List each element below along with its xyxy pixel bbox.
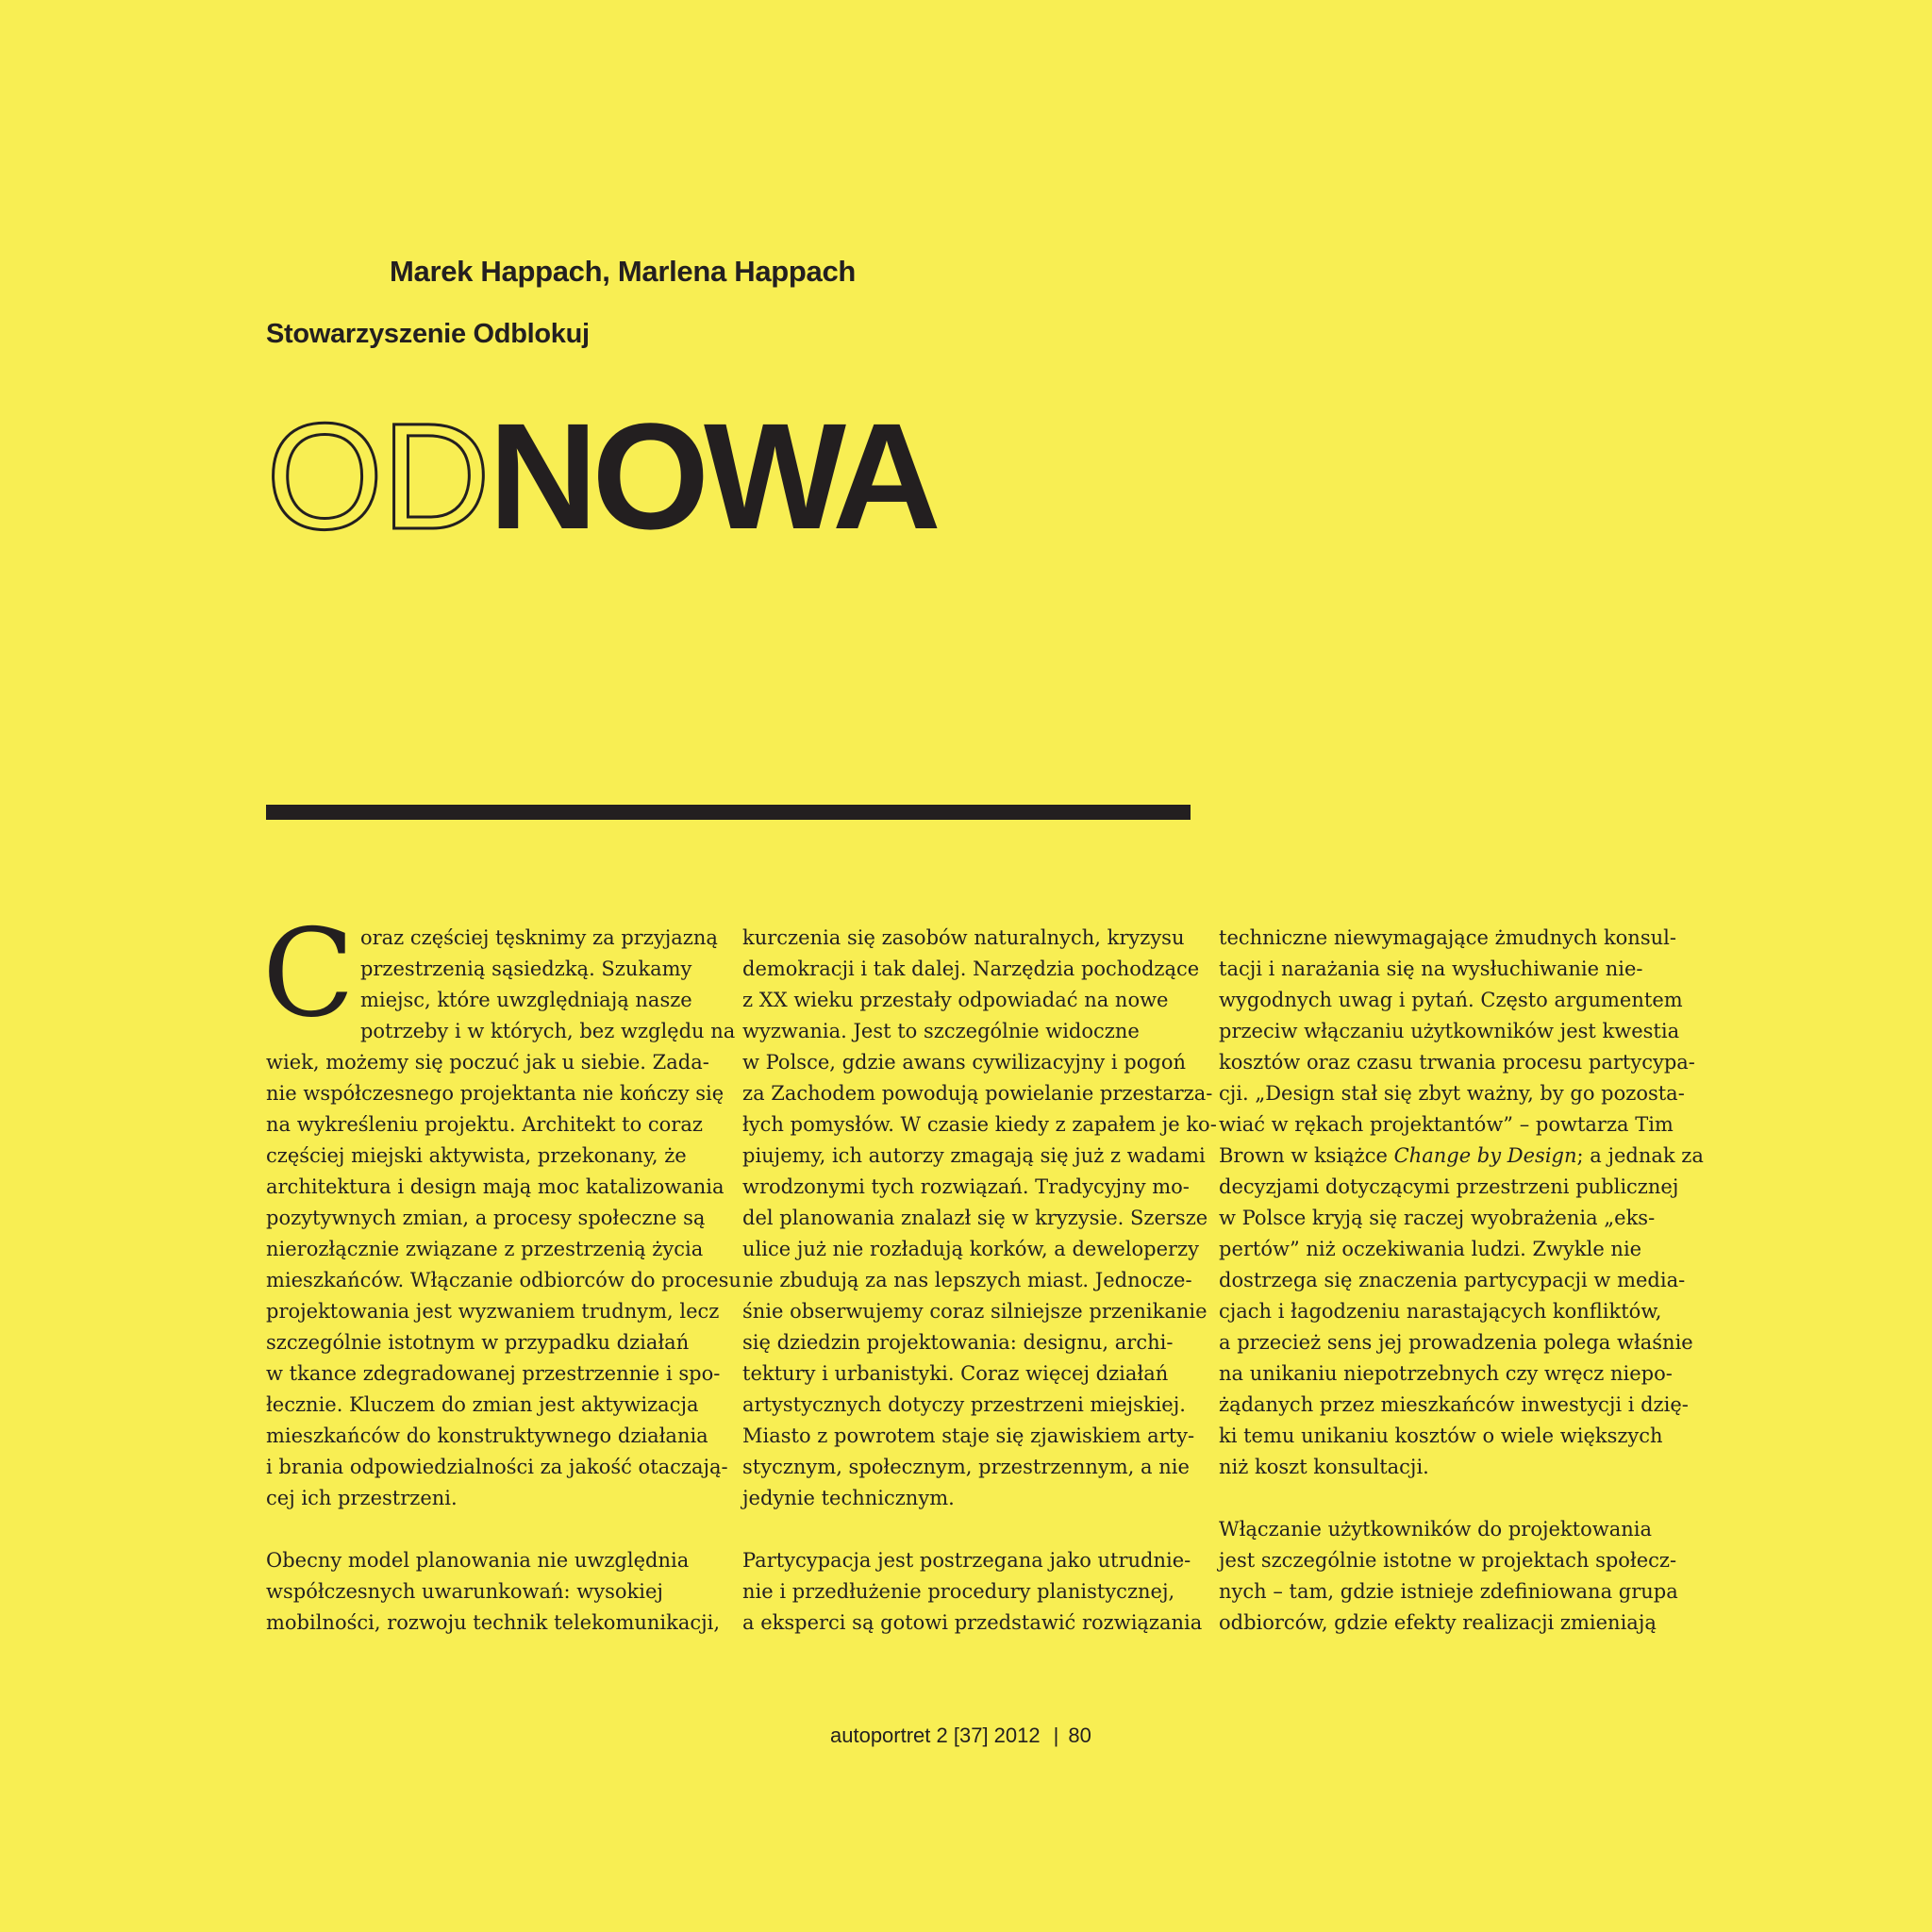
divider-rule (266, 805, 1191, 820)
text-line: łecznie. Kluczem do zmian jest aktywizacja (266, 1393, 699, 1416)
paragraph-lines (1219, 1514, 1681, 1639)
text-line: stycznym, społecznym, przestrzennym, a nie (742, 1456, 1190, 1478)
text-line: ulice już nie rozładują korków, a deweloperzy (742, 1238, 1199, 1260)
paragraph (1219, 1514, 1681, 1639)
text-line: łych pomysłów. W czasie kiedy z zapałem je ko- (742, 1113, 1217, 1136)
text-line: szczególnie istotnym w przypadku działań (266, 1331, 690, 1354)
text-line: nie zbudują za nas lepszych miast. Jednocze- (742, 1269, 1192, 1291)
text-line: jest szczególnie istotne w projektach społecz- (1219, 1549, 1677, 1572)
text-line: na wykreśleniu projektu. Architekt to coraz (266, 1113, 703, 1136)
organization: Stowarzyszenie Odblokuj (266, 319, 590, 349)
text-line: wygodnych uwag i pytań. Często argumentem (1219, 989, 1683, 1011)
text-line: w Polsce, gdzie awans cywilizacyjny i pogoń (742, 1051, 1186, 1074)
text-line: a przecież sens jej prowadzenia polega właśnie (1219, 1331, 1693, 1354)
text-line: mieszkańców. Włączanie odbiorców do procesu (266, 1269, 741, 1291)
paragraph-lines (1219, 923, 1704, 1483)
text-line: mieszkańców do konstruktywnego działania (266, 1424, 708, 1447)
text-line: artystycznych dotyczy przestrzeni miejskiej. (742, 1393, 1186, 1416)
text-line: dostrzega się znaczenia partycypacji w media- (1219, 1269, 1686, 1291)
text-line: tektury i urbanistyki. Coraz więcej działań (742, 1362, 1169, 1385)
text-line: śnie obserwujemy coraz silniejsze przenikanie (742, 1300, 1208, 1323)
text-line: wyzwania. Jest to szczególnie widoczne (742, 1020, 1140, 1042)
text-line: odbiorców, gdzie efekty realizacji zmieniają (1219, 1611, 1657, 1634)
text-line: tacji i narażania się na wysłuchiwanie nie- (1219, 958, 1643, 980)
paragraph (1219, 923, 1704, 1483)
paragraph (266, 1545, 728, 1639)
text-line: ki temu unikaniu kosztów o wiele większych (1219, 1424, 1663, 1447)
title-light: OD (266, 391, 489, 560)
text-line: żądanych przez mieszkańców inwestycji i dzię- (1219, 1393, 1689, 1416)
text-line: kosztów oraz czasu trwania procesu partycypa- (1219, 1051, 1695, 1074)
text-line: Obecny model planowania nie uwzględnia (266, 1549, 690, 1572)
text-line: projektowania jest wyzwaniem trudnym, lecz (266, 1300, 720, 1323)
text-line: Partycypacja jest postrzegana jako utrudnie- (742, 1549, 1191, 1572)
text-line: i brania odpowiedzialności za jakość otaczają- (266, 1456, 728, 1478)
text-line: w Polsce kryją się raczej wyobrażenia „eks- (1219, 1207, 1656, 1229)
folio-separator: | (1053, 1724, 1059, 1747)
text-line: nych – tam, gdzie istnieje zdefiniowana grupa (1219, 1580, 1678, 1603)
text-line: decyzjami dotyczącymi przestrzeni publicznej (1219, 1175, 1679, 1198)
text-line: mobilności, rozwoju technik telekomunikacji, (266, 1611, 721, 1634)
text-line: przestrzenią sąsiedzką. Szukamy (359, 958, 692, 980)
paragraph (742, 1545, 1205, 1639)
text-line: demokracji i tak dalej. Narzędzia pochodzące (742, 958, 1200, 980)
title-bold: NOWA (489, 391, 936, 560)
footer-folio (830, 1724, 1091, 1748)
text-line: pertów” niż oczekiwania ludzi. Zwykle nie (1219, 1238, 1642, 1260)
paragraph-lines (742, 923, 1217, 1514)
text-line: wiek, możemy się poczuć jak u siebie. Zada- (266, 1051, 709, 1074)
paragraph-lines (742, 1545, 1205, 1639)
text-line: na unikaniu niepotrzebnych czy wręcz niepo- (1219, 1362, 1673, 1385)
text-line: nie i przedłużenie procedury planistycznej, (742, 1580, 1175, 1603)
text-line: przeciw włączaniu użytkowników jest kwestia (1219, 1020, 1680, 1042)
text-line: częściej miejski aktywista, przekonany, że (266, 1144, 687, 1167)
publication-info: autoportret 2 [37] 2012 (830, 1724, 1041, 1747)
text-line: a eksperci są gotowi przedstawić rozwiązania (742, 1611, 1203, 1634)
text-line: Miasto z powrotem staje się zjawiskiem arty- (742, 1424, 1195, 1447)
authors: Marek Happach, Marlena Happach (390, 255, 857, 288)
text-line: cji. „Design stał się zbyt ważny, by go pozosta- (1219, 1082, 1685, 1105)
article-column-3 (1219, 923, 1704, 1670)
drop-cap: C (262, 904, 355, 1044)
paragraph-lines (266, 1545, 728, 1639)
text-line: del planowania znalazł się w kryzysie. Szersze (742, 1207, 1208, 1229)
text-line: nierozłącznie związane z przestrzenią życia (266, 1238, 704, 1260)
text-line: współczesnych uwarunkowań: wysokiej (266, 1580, 663, 1603)
article-column-1 (262, 904, 741, 1670)
text-line: jedynie technicznym. (742, 1487, 955, 1509)
text-line: potrzeby i w których, bez względu na (359, 1020, 736, 1042)
page-number: 80 (1068, 1724, 1091, 1747)
text-line: za Zachodem powodują powielanie przestarza- (742, 1082, 1213, 1105)
text-line: Włączanie użytkowników do projektowania (1219, 1518, 1652, 1541)
text-line: pozytywnych zmian, a procesy społeczne są (266, 1207, 706, 1229)
text-line: techniczne niewymagające żmudnych konsul- (1219, 926, 1676, 949)
text-line: oraz częściej tęsknimy za przyjazną (359, 926, 718, 949)
text-line: się dziedzin projektowania: designu, archi- (742, 1331, 1174, 1354)
paragraph (262, 904, 741, 1514)
text-line: piujemy, ich autorzy zmagają się już z wadami (742, 1144, 1206, 1167)
paragraph (742, 923, 1217, 1514)
text-line: w tkance zdegradowanej przestrzennie i spo- (266, 1362, 721, 1385)
text-line: wrodzonymi tych rozwiązań. Tradycyjny mo- (742, 1175, 1190, 1198)
text-line: Brown w książce Change by Design; a jednak za (1219, 1144, 1704, 1167)
text-line: wiać w rękach projektantów” – powtarza Tim (1219, 1113, 1674, 1136)
text-line: kurczenia się zasobów naturalnych, kryzysu (742, 926, 1185, 949)
page-title (266, 391, 936, 560)
text-line: niż koszt konsultacji. (1219, 1456, 1429, 1478)
text-line: cej ich przestrzeni. (266, 1487, 458, 1509)
text-line: cjach i łagodzeniu narastających konfliktów, (1219, 1300, 1662, 1323)
text-line: z XX wieku przestały odpowiadać na nowe (742, 989, 1169, 1011)
text-line: nie współczesnego projektanta nie kończy się (266, 1082, 724, 1105)
text-line: architektura i design mają moc katalizowania (266, 1175, 724, 1198)
article-column-2 (742, 923, 1217, 1670)
text-line: miejsc, które uwzględniają nasze (359, 989, 692, 1011)
